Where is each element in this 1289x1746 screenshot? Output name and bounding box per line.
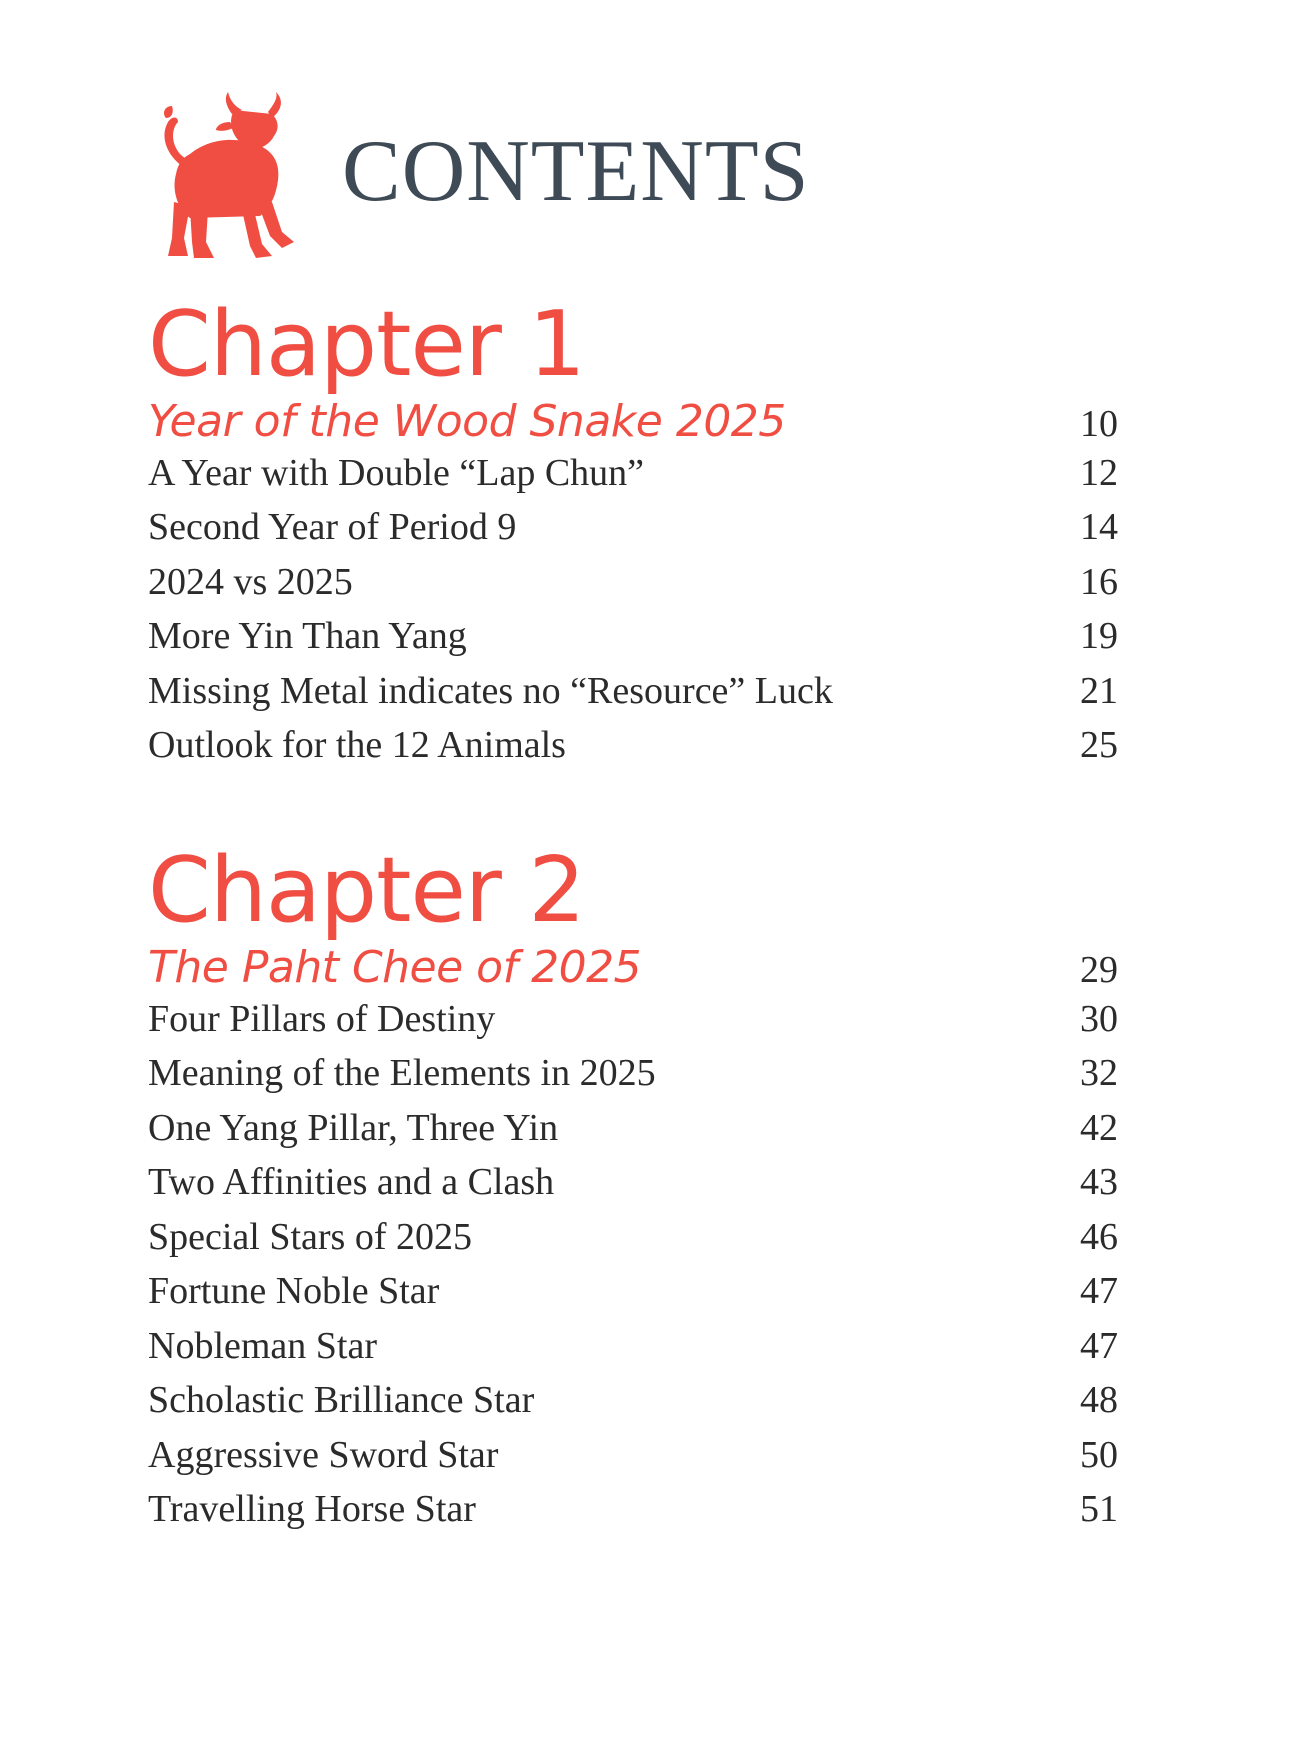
chapter-2-subtitle-row[interactable] (148, 942, 1118, 997)
toc-entry-page: 25 (1080, 724, 1118, 766)
toc-entry-title: Second Year of Period 9 (148, 506, 517, 548)
toc-entry-page: 50 (1080, 1433, 1118, 1476)
toc-entry[interactable] (148, 505, 1118, 560)
toc-entry[interactable] (148, 1433, 1118, 1488)
toc-entry-page: 30 (1080, 997, 1118, 1040)
toc-entry-title: Meaning of the Elements in 2025 (148, 1052, 656, 1094)
toc-entry-page: 19 (1080, 615, 1118, 657)
toc-entry-page: 43 (1080, 1161, 1118, 1203)
chapter-1-subtitle: Year of the Wood Snake 2025 (148, 396, 786, 447)
toc-entry[interactable] (148, 1106, 1118, 1161)
chapter-2-subtitle-page: 29 (1080, 949, 1118, 991)
toc-entry[interactable] (148, 669, 1118, 724)
toc-entry-title: Fortune Noble Star (148, 1270, 440, 1312)
toc-entry[interactable] (148, 614, 1118, 669)
toc-entry-page: 47 (1080, 1324, 1118, 1367)
toc-entry-title: Missing Metal indicates no “Resource” Luck (148, 669, 833, 712)
toc-entry-title: Nobleman Star (148, 1324, 378, 1367)
toc-entry-page: 48 (1080, 1379, 1118, 1421)
toc-entry[interactable] (148, 451, 1118, 506)
chapter-1-subtitle-page: 10 (1080, 403, 1118, 445)
chapter-2-section (148, 838, 1118, 1542)
toc-entry-page: 42 (1080, 1106, 1118, 1149)
toc-entry-page: 14 (1080, 506, 1118, 548)
toc-entry[interactable] (148, 1051, 1118, 1106)
toc-entry-title: Aggressive Sword Star (148, 1433, 499, 1476)
contents-header (150, 92, 810, 264)
toc-entry[interactable] (148, 723, 1118, 778)
toc-entry[interactable] (148, 1215, 1118, 1270)
chapter-1-section (148, 292, 1118, 778)
ox-icon (150, 92, 310, 264)
toc-entry-page: 51 (1080, 1488, 1118, 1530)
toc-entry-title: Outlook for the 12 Animals (148, 724, 566, 766)
chapter-1-subtitle-row[interactable] (148, 396, 1118, 451)
toc-entry-page: 32 (1080, 1052, 1118, 1094)
toc-entry-title: Two Affinities and a Clash (148, 1161, 555, 1203)
toc-entry-title: 2024 vs 2025 (148, 560, 353, 603)
toc-entry-title: A Year with Double “Lap Chun” (148, 451, 645, 494)
toc-entry-title: Travelling Horse Star (148, 1488, 476, 1530)
toc-entry[interactable] (148, 1378, 1118, 1433)
contents-title: CONTENTS (342, 123, 810, 220)
toc-entry-title: Scholastic Brilliance Star (148, 1379, 535, 1421)
toc-entry[interactable] (148, 997, 1118, 1052)
toc-entry[interactable] (148, 560, 1118, 615)
chapter-1-heading: Chapter 1 (148, 292, 585, 397)
toc-entry[interactable] (148, 1324, 1118, 1379)
chapter-2-heading: Chapter 2 (148, 838, 585, 943)
toc-entry-page: 46 (1080, 1215, 1118, 1258)
toc-entry-page: 21 (1080, 669, 1118, 712)
toc-entry[interactable] (148, 1269, 1118, 1324)
toc-entry-title: More Yin Than Yang (148, 615, 467, 657)
toc-entry[interactable] (148, 1487, 1118, 1542)
toc-entry-title: Four Pillars of Destiny (148, 997, 496, 1040)
toc-entry-title: Special Stars of 2025 (148, 1215, 473, 1258)
toc-entry-page: 47 (1080, 1270, 1118, 1312)
toc-entry-page: 12 (1080, 451, 1118, 494)
toc-entry-page: 16 (1080, 560, 1118, 603)
chapter-2-subtitle: The Paht Chee of 2025 (148, 942, 642, 993)
toc-entry[interactable] (148, 1160, 1118, 1215)
toc-entry-title: One Yang Pillar, Three Yin (148, 1106, 559, 1149)
